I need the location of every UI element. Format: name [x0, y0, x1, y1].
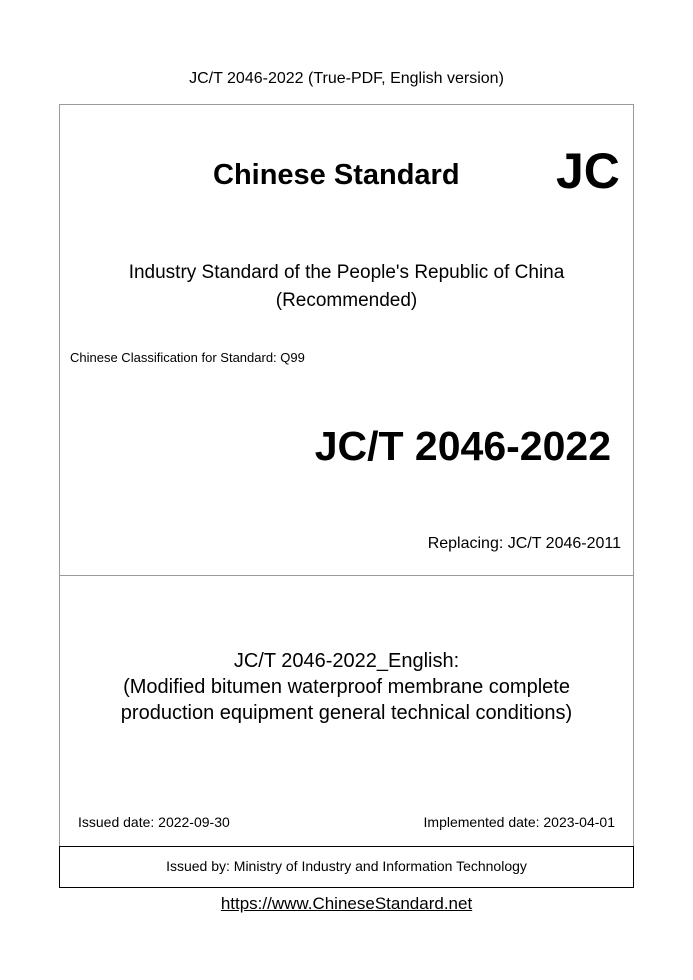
standard-code-mark: JC [556, 143, 620, 199]
issued-date: Issued date: 2022-09-30 [78, 814, 230, 830]
title-line-2: (Modified bitumen waterproof membrane complete [123, 676, 570, 698]
issuer-box [59, 846, 634, 888]
industry-standard-heading [60, 259, 633, 315]
document-header-title: JC/T 2046-2022 (True-PDF, English version) [189, 70, 504, 87]
implemented-date: Implemented date: 2023-04-01 [423, 814, 615, 830]
industry-line-1: Industry Standard of the People's Republic of China [128, 262, 565, 283]
standard-number: JC/T 2046-2022 [314, 423, 611, 469]
english-title [60, 648, 633, 726]
website-link[interactable]: https://www.ChineseStandard.net [220, 894, 473, 913]
replacing-text: Replacing: JC/T 2046-2011 [427, 535, 621, 552]
title-line-3: production equipment general technical conditions) [120, 702, 573, 724]
cover-top-box [59, 104, 634, 576]
standard-label: Chinese Standard [213, 159, 460, 191]
classification-text: Chinese Classification for Standard: Q99 [70, 350, 305, 365]
title-line-1: JC/T 2046-2022_English: [233, 650, 460, 672]
cover-title-box [59, 575, 634, 847]
industry-line-2: (Recommended) [275, 290, 418, 311]
issuer-text: Issued by: Ministry of Industry and Information Technology [166, 858, 527, 874]
